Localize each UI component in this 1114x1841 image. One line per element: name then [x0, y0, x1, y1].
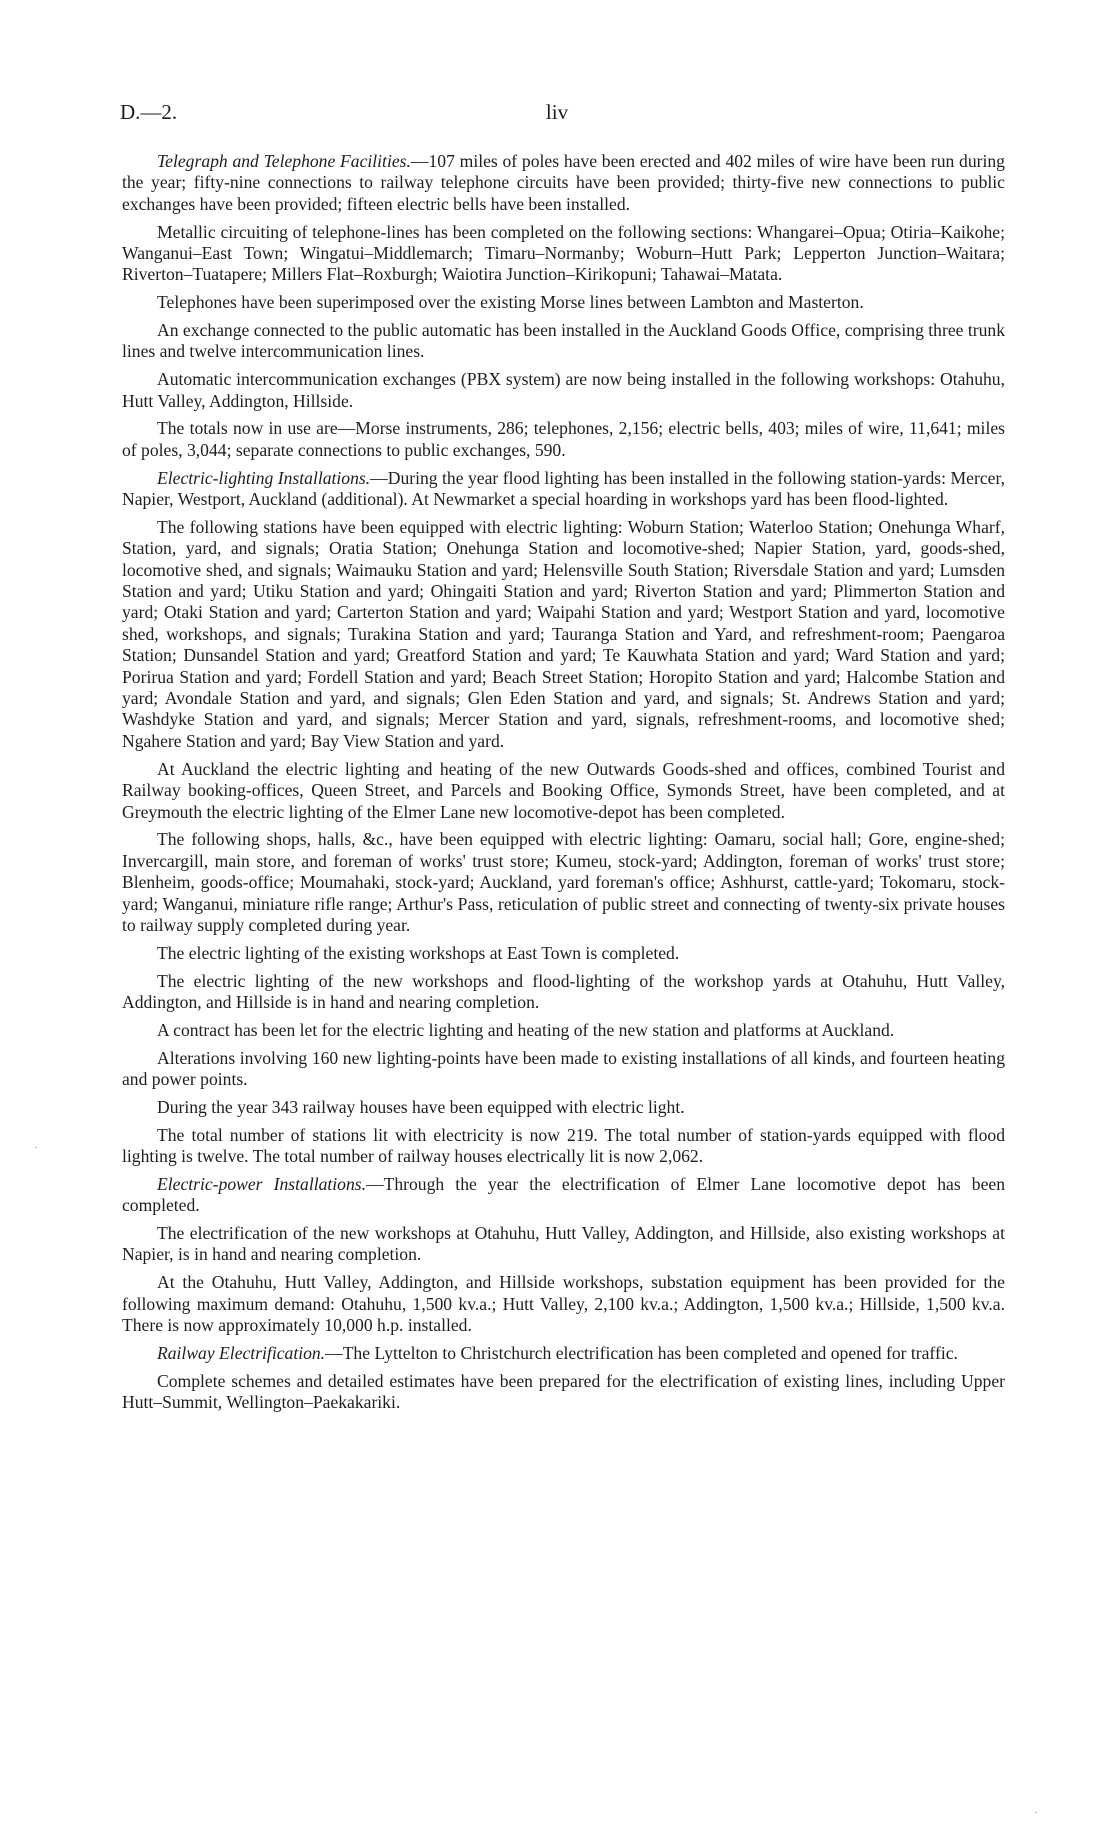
- page-header: [120, 100, 994, 130]
- paragraph-text: Complete schemes and detailed estimates have been prepared for the electrification of existing lines, including Upper Hutt–Summit, Wellington–Paekakariki.: [122, 1370, 1005, 1412]
- paragraph-text: —Through the year the electrification of Elmer Lane locomotive depot has been completed.: [122, 1173, 1005, 1216]
- paragraph-shops-halls: [122, 829, 1005, 936]
- paragraph-workshop-electrification: [122, 1223, 1005, 1266]
- document-reference: D.—2.: [120, 100, 178, 124]
- paragraph-railway-electrification: [122, 1343, 1005, 1364]
- section-heading-electric-power: Electric-power Installations.: [157, 1173, 367, 1194]
- paragraph-complete-schemes: [122, 1371, 1005, 1414]
- section-heading-telegraph: Telegraph and Telephone Facilities.: [157, 151, 411, 171]
- paragraph-text: Automatic intercommunication exchanges (PBX system) are now being installed in the following workshops: Otahuhu, Hutt Valley, Addington, Hillside.: [122, 369, 1005, 411]
- paragraph-text: The electric lighting of the new workshops and flood-lighting of the workshop yards at Otahuhu, Hutt Valley, Addington, and Hillside is in hand and nearing completion.: [122, 970, 1005, 1012]
- paragraph-telegraph-telephone: [122, 151, 1005, 215]
- paragraph-pbx-exchanges: [122, 369, 1005, 412]
- paragraph-text: At the Otahuhu, Hutt Valley, Addington, and Hillside workshops, substation equipment has been provided for the following maximum demand: Otahuhu, 1,500 kv.a.; Hutt Valley, 2,100 kv.a.; Addington, 1,500 kv.a.; Hillside, 1,500 kv.a. There is now approximately 10,000 h.p. installed.: [122, 1272, 1005, 1335]
- scan-speck: ·: [34, 1140, 38, 1154]
- paragraph-text: The electric lighting of the existing workshops at East Town is completed.: [157, 942, 680, 963]
- paragraph-text: Metallic circuiting of telephone-lines has been completed on the following sections: Whangarei–Opua; Otiria–Kaikohe; Wanganui–East Town; Wingatui–Middlemarch; Timaru–Normanby; Woburn–Hutt Park; Lepperton Junction–Waitara; Riverton–Tuatapere; Millers Flat–Roxburgh; Waiotira Junction–Kirikopuni; Tahawai–Matata.: [122, 221, 1005, 285]
- paragraph-text: Alterations involving 160 new lighting-points have been made to existing installations of all kinds, and fourteen heating and power points.: [122, 1047, 1005, 1089]
- paragraph-text: The total number of stations lit with electricity is now 219. The total number of station-yards equipped with flood lighting is twelve. The total number of railway houses electrically lit is now 2,062.: [122, 1124, 1005, 1166]
- paragraph-new-workshops-lighting: [122, 971, 1005, 1014]
- scan-speck: ·: [1034, 1805, 1038, 1819]
- paragraph-auckland-greymouth: [122, 759, 1005, 823]
- paragraph-text: —During the year flood lighting has been installed in the following station-yards: Mercer, Napier, Westport, Auckland (additional). At Newmarket a special hoarding in workshops yard has been flood-lighted.: [122, 467, 1005, 510]
- paragraph-text: The following shops, halls, &c., have been equipped with electric lighting: Oamaru, social hall; Gore, engine-shed; Invercargill, main store, and foreman of works' trust store; Kumeu, stock-yard; Addington, foreman of works' trust store; Blenheim, goods-office; Moumahaki, stock-yard; Auckland, yard foreman's office; Ashhurst, cattle-yard; Tokomaru, stock-yard; Wanganui, miniature rifle range; Arthur's Pass, reticulation of public street and connecting of twenty-six private houses to railway supply completed during year.: [122, 829, 1005, 935]
- paragraph-metallic-circuiting: [122, 222, 1005, 286]
- paragraph-substation-equipment: [122, 1272, 1005, 1336]
- report-body: [122, 151, 1005, 1420]
- paragraph-lighting-totals: [122, 1125, 1005, 1168]
- paragraph-text: A contract has been let for the electric lighting and heating of the new station and platforms at Auckland.: [157, 1019, 895, 1040]
- paragraph-text: The electrification of the new workshops at Otahuhu, Hutt Valley, Addington, and Hillside, also existing workshops at Napier, is in hand and nearing completion.: [122, 1222, 1005, 1265]
- paragraph-electric-lighting: [122, 468, 1005, 511]
- paragraph-superimposed-telephones: [122, 292, 1005, 313]
- paragraph-text: An exchange connected to the public automatic has been installed in the Auckland Goods Office, comprising three trunk lines and twelve intercommunication lines.: [122, 320, 1005, 362]
- paragraph-totals-in-use: [122, 418, 1005, 461]
- paragraph-alterations: [122, 1048, 1005, 1091]
- paragraph-text: At Auckland the electric lighting and heating of the new Outwards Goods-shed and offices, combined Tourist and Railway booking-offices, Queen Street, and Parcels and Booking Office, Symonds Street, have been completed, and at Greymouth the electric lighting of the Elmer Lane new locomotive-depot has been completed.: [122, 758, 1005, 822]
- paragraph-text: During the year 343 railway houses have been equipped with electric light.: [157, 1096, 685, 1117]
- section-heading-railway-electrification: Railway Electrification.: [157, 1342, 326, 1363]
- paragraph-stations-equipped: [122, 517, 1005, 752]
- paragraph-text: —The Lyttelton to Christchurch electrification has been completed and opened for traffic.: [325, 1342, 958, 1363]
- paragraph-east-town: [122, 943, 1005, 964]
- paragraph-text: —107 miles of poles have been erected and 402 miles of wire have been run during the year; fifty-nine connections to railway telephone circuits have been provided; thirty-five new connections to public exchanges have been provided; fifteen electric bells have been installed.: [122, 151, 1005, 214]
- section-heading-electric-lighting: Electric-lighting Installations.: [157, 467, 371, 488]
- paragraph-auckland-contract: [122, 1020, 1005, 1041]
- paragraph-text: The totals now in use are—Morse instruments, 286; telephones, 2,156; electric bells, 403; miles of wire, 11,641; miles of poles, 3,044; separate connections to public exchanges, 590.: [122, 418, 1005, 460]
- paragraph-auckland-exchange: [122, 320, 1005, 363]
- page-number: liv: [545, 100, 569, 124]
- paragraph-railway-houses: [122, 1097, 1005, 1118]
- paragraph-electric-power: [122, 1174, 1005, 1217]
- paragraph-text: The following stations have been equipped with electric lighting: Woburn Station; Waterloo Station; Onehunga Wharf, Station, yard, and signals; Oratia Station; Onehunga Station and locomotive-shed; Napier Station, yard, goods-shed, locomotive shed, and signals; Waimauku Station and yard; Helensville South Station; Riversdale Station and yard; Lumsden Station and yard; Utiku Station and yard; Ohingaiti Station and yard; Riverton Station and yard; Plimmerton Station and yard; Otaki Station and yard; Carterton Station and yard; Waipahi Station and yard; Westport Station and yard, locomotive shed, workshops, and signals; Turakina Station and yard; Tauranga Station and Yard, and refreshment-room; Paengaroa Station; Dunsandel Station and yard; Greatford Station and yard; Te Kauwhata Station and yard; Ward Station and yard; Porirua Station and yard; Fordell Station and yard; Beach Street Station; Horopito Station and yard; Halcombe Station and yard; Avondale Station and yard, and signals; Glen Eden Station and yard, and signals; St. Andrews Station and yard; Washdyke Station and yard, and signals; Mercer Station and yard, signals, refreshment-rooms, and locomotive shed; Ngahere Station and yard; Bay View Station and yard.: [122, 516, 1005, 751]
- paragraph-text: Telephones have been superimposed over the existing Morse lines between Lambton and Masterton.: [157, 292, 864, 313]
